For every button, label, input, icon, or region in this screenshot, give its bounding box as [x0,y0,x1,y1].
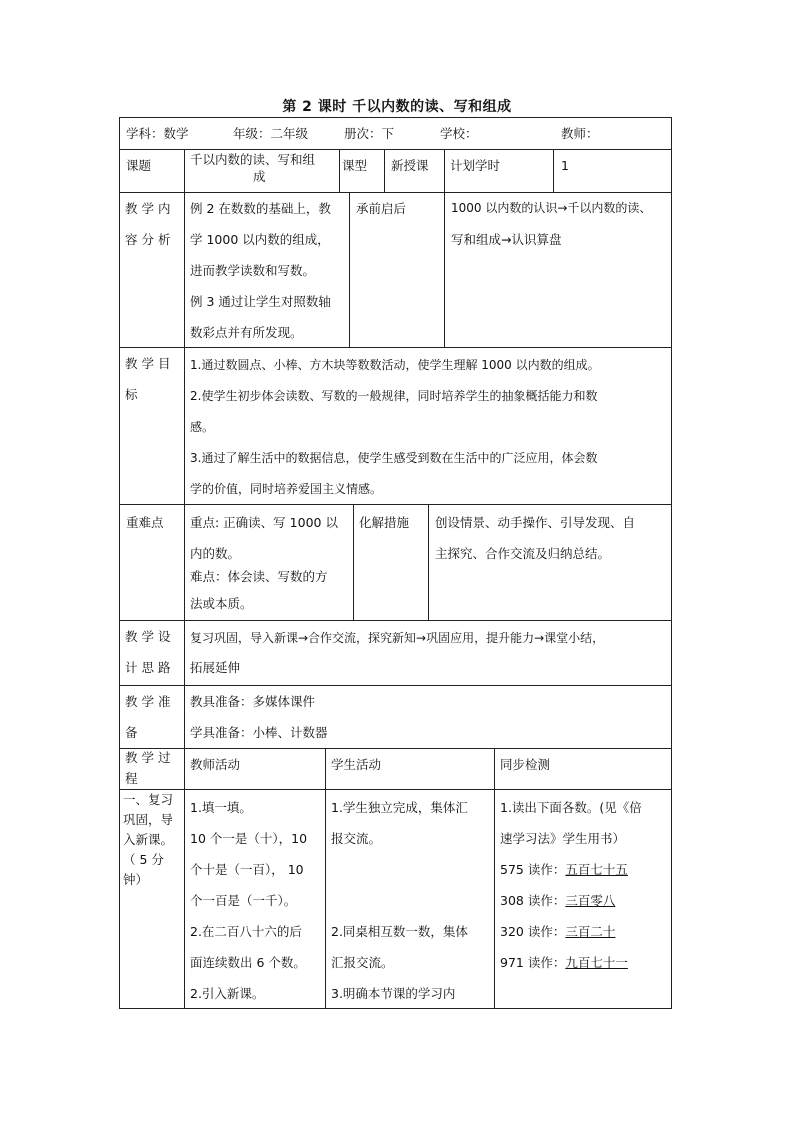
teacher-activity-line: 个十是（一百）， 10 [190,862,304,877]
design-line: 拓展延伸 [190,660,241,675]
teacher-activity-line: 2.在二百八十六的后 [190,924,302,939]
objective-line: 感。 [190,420,215,434]
check-item-prefix: 320 读作： [500,924,566,939]
hours-label: 计划学时 [450,158,501,173]
analysis-line: 学 1000 以内数的组成， [190,232,330,247]
type-label: 课型 [342,158,368,173]
key-points-row [119,504,672,621]
check-col-header: 同步检测 [500,757,551,772]
key-points-line: 难点：体会读、写数的方 [190,569,328,584]
check-item [500,885,615,916]
check-item-prefix: 971 读作： [500,955,566,970]
analysis-line: 例 3 通过让学生对照数轴 [190,294,331,309]
prep-row [119,685,672,749]
objectives-row [119,347,672,505]
check-item-answer: 五百七十五 [565,862,628,877]
analysis-right-line: 写和组成→认识算盘 [451,232,562,247]
teacher-activity-line: 面连续数出 6 个数。 [190,955,306,970]
topic-row [119,149,672,193]
analysis-row [119,192,672,348]
stage-line: 一、复习 [123,792,174,807]
check-line: 1.读出下面各数。(见《倍 [500,800,642,815]
key-points-line: 法或本质。 [190,596,253,611]
teacher-activity-line: 10 个一是（十），10 [190,831,308,846]
student-activity-line: 汇报交流。 [331,955,394,970]
teacher-activity-line: 1.填一填。 [190,800,252,815]
check-item [500,854,628,885]
key-points-line: 重点: 正确读、写 1000 以 [190,515,338,530]
objective-line: 1.通过数圆点、小棒、方木块等数数活动，使学生理解 1000 以内数的组成。 [190,358,600,372]
teacher-label: 教师： [561,126,599,141]
check-line: 速学习法》学生用书） [500,831,626,846]
grade-label: 年级：二年级 [233,126,309,141]
check-item-prefix: 308 读作： [500,893,566,908]
teacher-activity-line: 个一百是（一千）。 [190,893,297,908]
stage-line: （ 5 分 [123,852,164,867]
check-item-answer: 三百零八 [565,893,616,908]
analysis-line: 例 2 在数数的基础上，教 [190,201,331,216]
student-activity-line: 报交流。 [331,831,382,846]
check-item-answer: 三百二十 [565,924,616,939]
page-title: 第 2 课时 千以内数的读、写和组成 [282,99,512,115]
volume-label: 册次：下 [344,126,395,141]
measures-line: 创设情景、动手操作、引导发现、自 [435,515,636,530]
objective-line: 学的价值，同时培养爱国主义情感。 [190,482,383,496]
student-activity-line: 1.学生独立完成，集体汇 [331,800,468,815]
teacher-activity-line: 2.引入新课。 [190,986,265,1001]
objective-line: 2.使学生初步体会读数、写数的一般规律，同时培养学生的抽象概括能力和数 [190,389,598,403]
key-points-line: 内的数。 [190,546,241,561]
subject-label: 学科：数学 [126,126,189,141]
student-activity-line: 2.同桌相互数一数，集体 [331,924,468,939]
process-detail-row [119,789,672,1009]
objectives-label: 教学目标 [125,356,175,402]
hours-value: 1 [561,158,569,173]
design-line: 复习巩固，导入新课→合作交流，探究新知→巩固应用，提升能力→课堂小结， [190,631,605,645]
topic-label: 课题 [126,158,152,173]
school-label: 学校： [440,126,478,141]
student-col-header: 学生活动 [331,757,382,772]
objective-line: 3.通过了解生活中的数据信息，使学生感受到数在生活中的广泛应用，体会数 [190,451,598,465]
topic-value-line1: 千以内数的读、写和组 [190,152,316,167]
stage-line: 入新课。 [123,832,174,847]
process-label: 教学过程 [125,750,175,786]
check-item-prefix: 575 读作： [500,862,566,877]
prep-line: 学具准备：小棒、计数器 [190,725,328,740]
check-item [500,916,615,947]
analysis-label: 教学内容分析 [125,201,175,247]
prep-label: 教学准备 [125,694,175,740]
analysis-mid-label: 承前启后 [356,201,407,216]
stage-line: 巩固，导 [123,812,174,827]
design-label: 教学设计思路 [125,629,175,675]
analysis-right-line: 1000 以内数的认识→千以内数的读、 [451,201,652,215]
prep-line: 教具准备：多媒体课件 [190,694,316,709]
design-row [119,620,672,686]
measures-line: 主探究、合作交流及归纳总结。 [435,546,611,561]
check-item-answer: 九百七十一 [565,955,628,970]
teacher-col-header: 教师活动 [190,757,241,772]
process-header-row [119,748,672,790]
topic-value-line2: 成 [253,169,266,184]
stage-line: 钟） [123,872,149,887]
check-item [500,947,628,978]
key-points-label: 重难点 [126,515,164,530]
type-value: 新授课 [391,158,429,173]
analysis-line: 进而教学读数和写数。 [190,263,316,278]
student-activity-line: 3.明确本节课的学习内 [331,986,456,1001]
measures-label: 化解措施 [359,515,410,530]
analysis-line: 数彩点并有所发现。 [190,325,303,340]
